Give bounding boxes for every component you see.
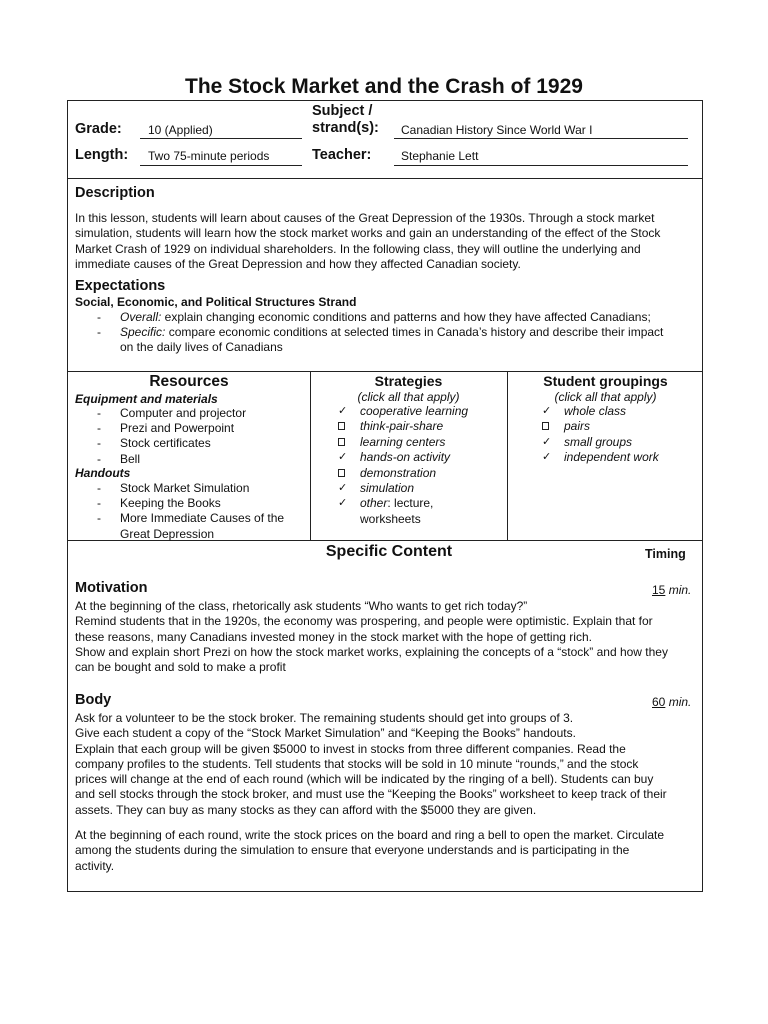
strategy-item[interactable]: ✓ cooperative learning [338, 404, 469, 418]
strategy-item[interactable]: learning centers [338, 435, 468, 450]
list-item: - Stock Market Simulation [97, 481, 250, 495]
grouping-item[interactable]: pairs [542, 419, 659, 434]
grade-label: Grade: [75, 121, 122, 137]
resources-heading: Resources [149, 373, 229, 390]
list-item: - Stock certificates [97, 436, 211, 451]
list-item: - Specific: compare economic conditions at selected times in Canada’s history and describe their impact [97, 325, 664, 340]
grouping-item[interactable]: ✓ small groups [542, 434, 633, 449]
expectations-heading: Expectations [75, 278, 166, 294]
subject-value: Canadian History Since World War I [401, 123, 593, 137]
list-item: - Overall: explain changing economic conditions and patterns and how they have affected Canadians; [97, 310, 651, 324]
groupings-list [542, 404, 659, 466]
check-icon: ✓ [338, 451, 348, 464]
check-icon: ✓ [338, 497, 348, 510]
check-icon: ✓ [542, 435, 552, 448]
list-item: - Keeping the Books [97, 496, 221, 511]
strategies-list [338, 404, 468, 527]
list-item: - More Immediate Causes of the [97, 511, 285, 526]
length-value: Two 75-minute periods [148, 149, 270, 163]
checkbox-icon [338, 419, 345, 435]
list-item: on the daily lives of Canadians [120, 340, 283, 355]
motivation-text: At the beginning of the class, rhetorically ask students “Who wants to get rich today?” Remind students that in the 1920s, the economy was prospering, and people were optimistic. Explain that for these reasons, many Canadians invested money in the stock market with the hope of getting rich. Show and explain short Prezi on how the stock market works, explaining the concepts of a “stock” and how they can be bought and sold to make a profit [75, 599, 668, 675]
timing-heading: Timing [645, 547, 686, 561]
lesson-plan-table [67, 100, 703, 892]
equipment-list [75, 406, 246, 467]
specific-content-heading: Specific Content [325, 543, 453, 560]
checkbox-icon [338, 466, 345, 482]
strategy-item[interactable]: ✓ hands-on activity [338, 450, 451, 465]
description-heading: Description [75, 185, 155, 201]
strategy-item-other-cont: worksheets [360, 511, 421, 526]
groupings-heading: Student groupings [543, 373, 668, 389]
checkbox-icon [542, 419, 549, 435]
empty-box-icon [338, 438, 345, 446]
page-title: The Stock Market and the Crash of 1929 [185, 75, 583, 98]
teacher-label: Teacher: [312, 147, 372, 163]
list-item: - Bell [97, 451, 141, 466]
list-item: - Computer and projector [97, 406, 247, 420]
check-icon: ✓ [338, 405, 348, 417]
checkbox-icon [338, 435, 345, 451]
empty-box-icon [542, 422, 549, 430]
grade-underline [140, 138, 302, 139]
strategies-heading: Strategies [374, 373, 443, 389]
grouping-item[interactable]: ✓ whole class [542, 404, 627, 418]
strategy-item[interactable]: ✓ simulation [338, 481, 415, 496]
handouts-heading: Handouts [75, 466, 131, 480]
groupings-instruction: (click all that apply) [554, 390, 657, 404]
handouts-list [75, 481, 284, 542]
divider [68, 178, 702, 179]
teacher-underline [394, 165, 688, 166]
empty-box-icon [338, 422, 345, 430]
list-item: - Prezi and Powerpoint [97, 421, 235, 436]
subject-underline [394, 138, 688, 139]
divider [68, 371, 702, 372]
subject-label: Subject / strand(s): [312, 103, 379, 136]
body-text: Ask for a volunteer to be the stock broker. The remaining students should get into groups of 3. Give each student a copy of the “Stock Market Simulation” and “Keeping the Books” handouts. Explain that each group will be given $5000 to invest in stocks from three different companies. Read the company profiles to the students. Tell students that stocks will be sold in 10 minute “rounds,” and the stock prices will change at the end of each round (which will be indicated by the ringing of a bell). Students can buy and sell stocks through the stock broker, and must use the “Keeping the Books” worksheet to keep track of their assets. They can buy as many stocks as they can afford with the $5000 they are given. [75, 711, 667, 817]
empty-box-icon [338, 469, 345, 477]
strategies-instruction: (click all that apply) [357, 390, 460, 404]
body-heading: Body [75, 692, 112, 708]
length-label: Length: [75, 147, 129, 163]
strategy-item[interactable]: think-pair-share [338, 419, 468, 434]
list-item: Great Depression [120, 526, 215, 541]
strand-title: Social, Economic, and Political Structures Strand [75, 295, 357, 309]
body-timing: 60 min. [652, 695, 692, 709]
strategy-item-other[interactable]: ✓ other: lecture, [338, 496, 434, 511]
description-text: In this lesson, students will learn about causes of the Great Depression of the 1930s. Through a stock market simulation, students will learn how the stock market works and gain an understanding of the effect of the Stock Market Crash of 1929 on individual shareholders. In the following class, they will outline the underlying and immediate causes of the Great Depression and how they affected Canadian society. [75, 211, 661, 271]
check-icon: ✓ [542, 451, 552, 464]
length-underline [140, 165, 302, 166]
strategy-item[interactable]: demonstration [338, 466, 468, 481]
expectations-list [75, 310, 663, 356]
grouping-item[interactable]: ✓ independent work [542, 450, 659, 465]
equipment-heading: Equipment and materials [75, 392, 218, 406]
motivation-heading: Motivation [75, 580, 148, 596]
check-icon: ✓ [338, 482, 348, 495]
teacher-value: Stephanie Lett [401, 149, 479, 163]
grade-value: 10 (Applied) [148, 123, 213, 137]
check-icon: ✓ [542, 405, 552, 417]
body-text-2: At the beginning of each round, write the stock prices on the board and ring a bell to open the market. Circulate among the students during the simulation to ensure that everyone understands and is participating in the activity. [75, 828, 665, 873]
motivation-timing: 15 min. [652, 583, 692, 597]
